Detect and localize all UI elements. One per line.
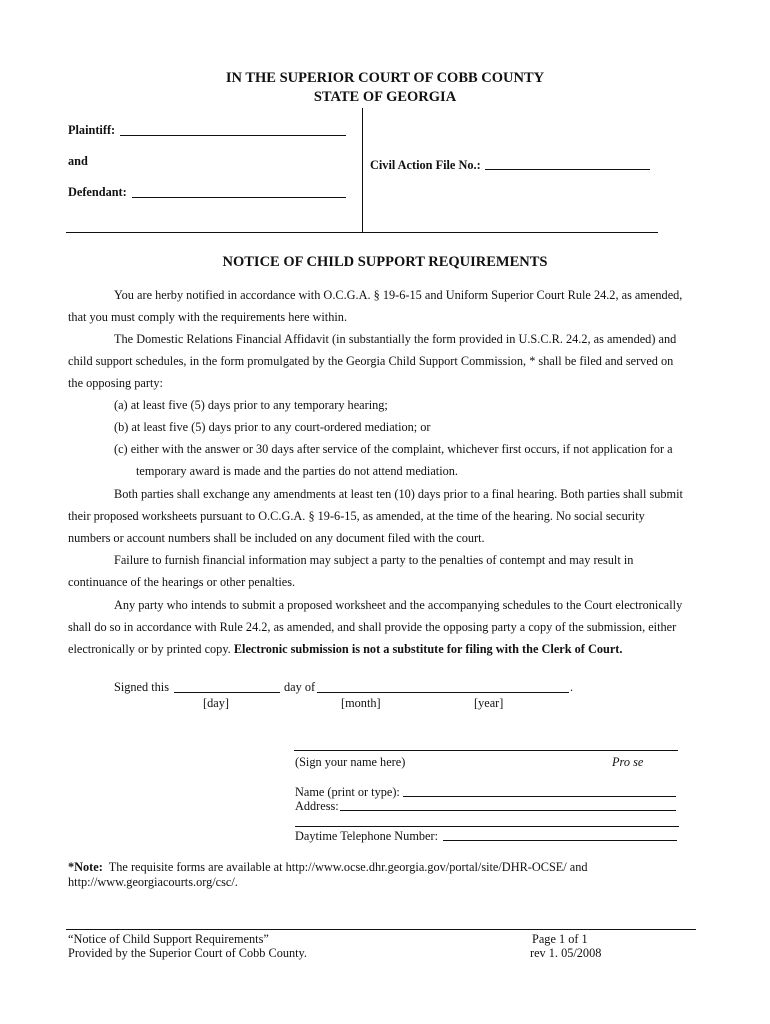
list-item-a: (a) at least five (5) days prior to any temporary hearing; (114, 398, 388, 412)
sign-here-label: (Sign your name here) (295, 755, 406, 769)
body-line: Both parties shall exchange any amendments at least ten (10) days prior to a final hearing. Both parties shall submit (114, 487, 683, 501)
name-line[interactable] (403, 796, 676, 797)
footer-page: Page 1 of 1 (532, 932, 588, 946)
body-line: that you must comply with the requirements here within. (68, 310, 348, 324)
court-title: IN THE SUPERIOR COURT OF COBB COUNTY (225, 70, 545, 86)
period: . (570, 680, 574, 694)
notice-title: NOTICE OF CHILD SUPPORT REQUIREMENTS (222, 254, 548, 270)
signed-this-label: Signed this (114, 680, 169, 694)
body-line: continuance of the hearings or other penalties. (68, 575, 296, 589)
body-line: the opposing party: (68, 376, 163, 390)
and-label: and (68, 154, 88, 168)
year-caption: [year] (474, 696, 504, 710)
final-line-plain: electronically or by printed copy. (68, 642, 234, 656)
note-line-2: http://www.georgiacourts.org/csc/. (68, 875, 238, 889)
address-line[interactable] (340, 810, 676, 811)
footer-rule (66, 929, 696, 930)
note-label: *Note: (68, 860, 103, 874)
footer-revision: rev 1. 05/2008 (530, 946, 602, 960)
defendant-line[interactable] (132, 197, 346, 198)
civil-action-line[interactable] (485, 169, 650, 170)
list-item-b: (b) at least five (5) days prior to any court-ordered mediation; or (114, 420, 431, 434)
plaintiff-label: Plaintiff: (68, 123, 116, 137)
state-title: STATE OF GEORGIA (313, 89, 457, 105)
body-line: shall do so in accordance with Rule 24.2, as amended, and shall provide the opposing party a copy of the submission, either (68, 620, 677, 634)
day-caption: [day] (203, 696, 229, 710)
body-line: Any party who intends to submit a proposed worksheet and the accompanying schedules to the Court electronically (114, 598, 683, 612)
body-line: Failure to furnish financial information may subject a party to the penalties of contempt and may result in (114, 553, 634, 567)
list-item-c: (c) either with the answer or 30 days after service of the complaint, whichever first occurs, if not application for a (114, 442, 673, 456)
body-line-final (68, 638, 622, 660)
footer-provided-by: Provided by the Superior Court of Cobb County. (68, 946, 307, 960)
caption-bottom-rule (66, 232, 658, 233)
day-of-label: day of (284, 680, 316, 694)
body-line: The Domestic Relations Financial Affidavit (in substantially the form provided in U.S.C.R. 24.2, as amended) and (114, 332, 677, 346)
civil-action-label: Civil Action File No.: (370, 158, 481, 172)
address-line-2[interactable] (295, 826, 679, 827)
final-line-bold: Electronic submission is not a substitute for filing with the Clerk of Court. (233, 642, 623, 656)
pro-se-label: Pro se (612, 755, 644, 769)
signature-line[interactable] (294, 750, 678, 751)
phone-label: Daytime Telephone Number: (295, 829, 439, 843)
note-text: The requisite forms are available at http://www.ocse.dhr.georgia.gov/portal/site/DHR-OCSE/ and (108, 860, 588, 874)
address-label: Address: (295, 799, 339, 813)
body-line: their proposed worksheets pursuant to O.C.G.A. § 19-6-15, as amended, at the time of the hearing. No social security (68, 509, 645, 523)
body-line: child support schedules, in the form promulgated by the Georgia Child Support Commission, * shall be filed and served on (68, 354, 674, 368)
month-caption: [month] (341, 696, 381, 710)
body-line: numbers or account numbers shall be included on any document filed with the court. (68, 531, 485, 545)
list-item-c-cont: temporary award is made and the parties do not attend mediation. (136, 464, 459, 478)
phone-line[interactable] (443, 840, 677, 841)
footer-form-name: “Notice of Child Support Requirements” (68, 932, 269, 946)
defendant-label: Defendant: (68, 185, 127, 199)
day-line[interactable] (174, 692, 280, 693)
plaintiff-line[interactable] (120, 135, 346, 136)
body-line: You are herby notified in accordance with O.C.G.A. § 19-6-15 and Uniform Superior Court Rule 24.2, as amended, (114, 288, 683, 302)
month-year-line[interactable] (317, 692, 569, 693)
name-label: Name (print or type): (295, 785, 400, 799)
note-line-1 (68, 860, 588, 875)
caption-divider (362, 108, 363, 233)
